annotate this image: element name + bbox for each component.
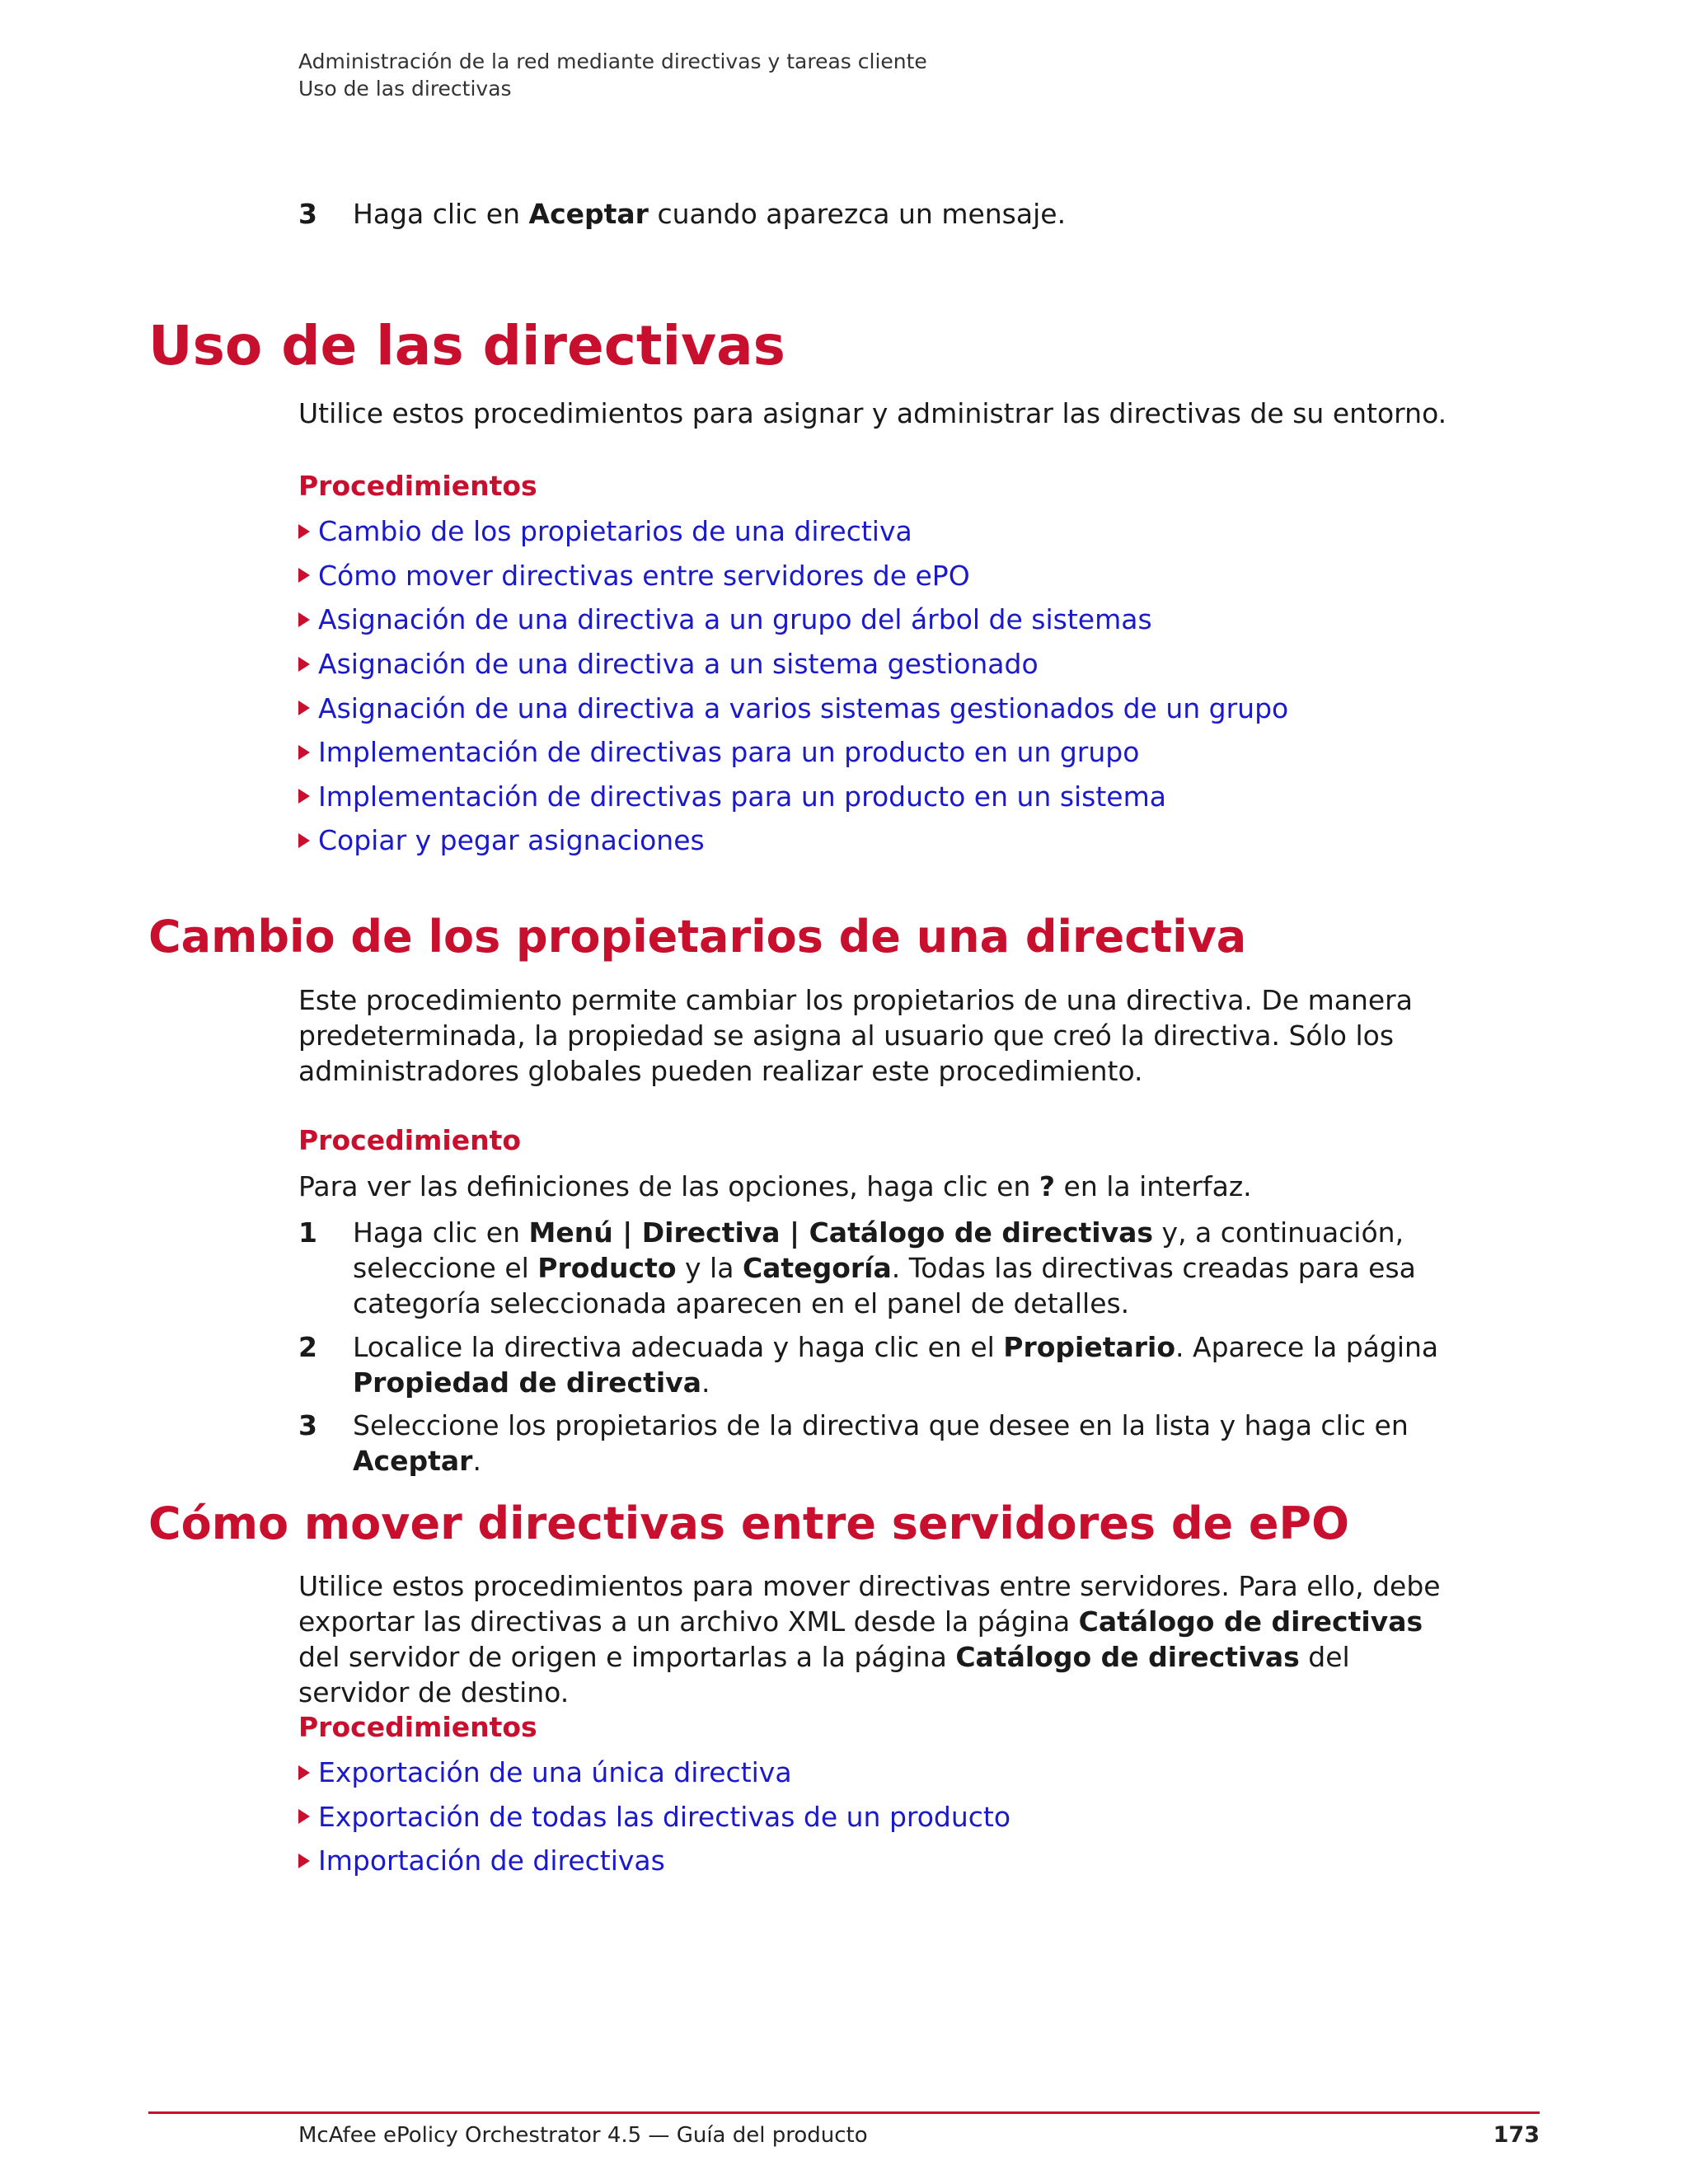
procedure-link[interactable]: Asignación de una directiva a un grupo del árbol de sistemas — [318, 603, 1152, 636]
step-text: Haga clic en Menú | Directiva | Catálogo de directivas y, a continuación, seleccione el Producto y la Categoría. Todas las directivas creadas para esa categoría seleccionada aparecen en el panel de detalles. — [353, 1216, 1416, 1319]
section-paragraph: Utilice estos procedimientos para mover directivas entre servidores. Para ello, debe exportar las directivas a un archivo XML desde la página Catálogo de directivas del servidor de origen e importarlas a la página Catálogo de directivas del servidor de destino. — [298, 1570, 1441, 1708]
triangle-bullet-icon — [298, 1854, 310, 1868]
running-header — [298, 48, 927, 102]
procedure-link-item[interactable] — [298, 1795, 1010, 1840]
triangle-bullet-icon — [298, 568, 310, 583]
procedure-link-item[interactable] — [298, 730, 1288, 775]
triangle-bullet-icon — [298, 833, 310, 848]
procedure-link[interactable]: Copiar y pegar asignaciones — [318, 824, 705, 857]
procedure-link-item[interactable] — [298, 642, 1288, 687]
procedure-link-item[interactable] — [298, 818, 1288, 863]
triangle-bullet-icon — [298, 657, 310, 672]
page-number: 173 — [1493, 2122, 1540, 2148]
procedure-link-list — [298, 509, 1288, 863]
header-section: Uso de las directivas — [298, 77, 512, 101]
section-title-cambio: Cambio de los propietarios de una directiva — [148, 911, 1247, 963]
top-step — [298, 196, 1444, 232]
procedure-link[interactable]: Exportación de una única directiva — [318, 1756, 792, 1789]
triangle-bullet-icon — [298, 1765, 310, 1780]
header-chapter: Administración de la red mediante directivas y tareas cliente — [298, 49, 927, 73]
section-title-mover: Cómo mover directivas entre servidores de ePO — [148, 1497, 1350, 1549]
procedure-link[interactable]: Implementación de directivas para un producto en un sistema — [318, 780, 1166, 813]
procedure-step — [298, 1408, 1444, 1479]
procedure-link[interactable]: Asignación de una directiva a un sistema gestionado — [318, 648, 1039, 681]
footer-title: McAfee ePolicy Orchestrator 4.5 — Guía del producto — [298, 2123, 868, 2148]
step-text: Seleccione los propietarios de la directiva que desee en la lista y haga clic en Aceptar. — [353, 1409, 1409, 1477]
triangle-bullet-icon — [298, 1809, 310, 1824]
procedure-link[interactable]: Exportación de todas las directivas de un producto — [318, 1800, 1011, 1833]
procedure-link-item[interactable] — [298, 598, 1288, 642]
procedure-link[interactable]: Cambio de los propietarios de una directiva — [318, 515, 912, 548]
procedure-heading: Procedimiento — [298, 1124, 522, 1156]
footer-rule — [148, 2111, 1540, 2114]
procedure-step — [298, 1215, 1444, 1321]
procedure-link-item[interactable] — [298, 686, 1288, 730]
options-note: Para ver las definiciones de las opciones, haga clic en ? en la interfaz. — [298, 1170, 1252, 1202]
section-title-uso: Uso de las directivas — [148, 314, 785, 377]
triangle-bullet-icon — [298, 789, 310, 804]
procedure-link-item[interactable] — [298, 775, 1288, 819]
section-intro: Utilice estos procedimientos para asignar y administrar las directivas de su entorno. — [298, 397, 1447, 429]
procedures-heading: Procedimientos — [298, 470, 537, 502]
triangle-bullet-icon — [298, 701, 310, 715]
section-paragraph: Este procedimiento permite cambiar los propietarios de una directiva. De manera predeterminada, la propiedad se asigna al usuario que creó la directiva. Sólo los administradores globales pueden realizar este procedimiento. — [298, 984, 1413, 1087]
triangle-bullet-icon — [298, 612, 310, 627]
procedure-step — [298, 1329, 1444, 1400]
procedure-link-item[interactable] — [298, 1839, 1010, 1883]
step-number: 1 — [298, 1216, 317, 1249]
procedure-link-item[interactable] — [298, 509, 1288, 554]
procedure-link[interactable]: Cómo mover directivas entre servidores de ePO — [318, 559, 970, 592]
step-text: Localice la directiva adecuada y haga clic en el Propietario. Aparece la página Propiedad de directiva. — [353, 1331, 1439, 1399]
step-number: 2 — [298, 1331, 317, 1363]
procedure-link-item[interactable] — [298, 554, 1288, 598]
procedure-link[interactable]: Implementación de directivas para un producto en un grupo — [318, 736, 1140, 769]
triangle-bullet-icon — [298, 745, 310, 760]
step-number: 3 — [298, 198, 317, 230]
procedure-link[interactable]: Asignación de una directiva a varios sistemas gestionados de un grupo — [318, 691, 1289, 724]
step-text: Haga clic en Aceptar cuando aparezca un mensaje. — [353, 198, 1067, 230]
procedure-link-list — [298, 1750, 1010, 1883]
triangle-bullet-icon — [298, 524, 310, 539]
step-number: 3 — [298, 1409, 317, 1441]
procedure-link[interactable]: Importación de directivas — [318, 1844, 665, 1877]
procedures-heading: Procedimientos — [298, 1711, 537, 1743]
procedure-link-item[interactable] — [298, 1750, 1010, 1795]
